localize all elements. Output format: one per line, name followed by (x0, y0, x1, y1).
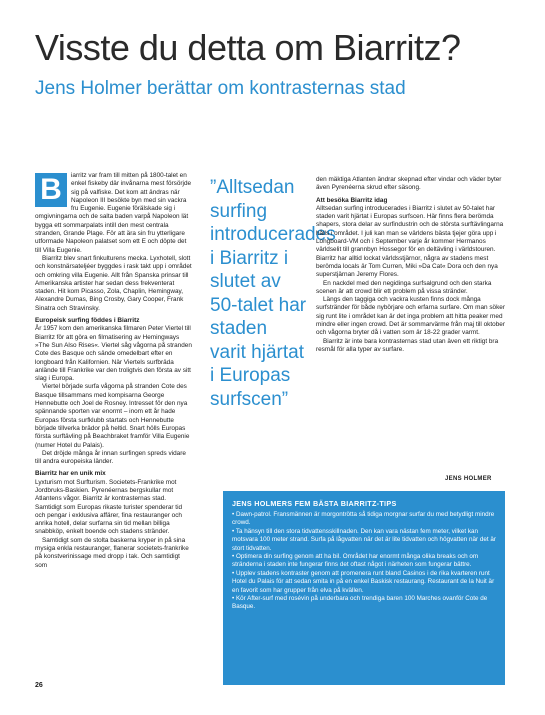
section-heading: Biarritz har en unik mix (35, 470, 106, 478)
article-column-1 (35, 172, 193, 570)
article-column-3 (316, 176, 506, 354)
tip-item: • Kör After-surf med rosévin på underbara och trendiga baren 100 Marches ovanför Cote de Basque. (232, 595, 488, 611)
pull-quote: ”Alltsedan surfing introducerades i Biarritz i slutet av 50-talet har staden varit hjärtat i Europas surfscen” (210, 177, 336, 410)
paragraph: Biarritz blev snart finkulturens mecka. Lyxhotell, slott och konstnärsateljéer byggdes i rask takt upp i området och omkring villa Eugenie. Allt från Spanska prinsar till Amerikanska artister har sedan dess frekventerat staden. Hit kom Picasso, Zola, Chaplin, Hemingway, Alexandre Dumas, Bing Crosby, Gary Cooper, Frank Sinatra och Stravinsky. (35, 254, 192, 312)
page-subtitle: Jens Holmer berättar om kontrasternas stad (35, 78, 406, 99)
tip-item: • Ta hänsyn till den stora tidvattensskillnaden. Den kan vara nästan fem meter, vilket kan motsvara 100 meter strand. Surfa på lågvatten när det är lite tidvatten och högvatten när det är stort tidvatten. (232, 527, 496, 552)
paragraph: Samtidigt som de stolta baskerna kryper in på sina mysiga enkla restauranger, flanerar societets-frankrike på konstverinissage med dropp i tak. Och samtidigt som (35, 536, 189, 569)
paragraph: Lyxturism mot Surfturism. Societets-Frankrike mot Jordbruks-Baskien. Pyrenéernas bergskullar mot Atlantens vågor. Biarritz är kontrasternas stad. Samtidigt som Europas rikaste turister spenderar tid och pengar i exklusiva affärer, fina restauranger och anrika hotell, delar surfarna sin tid mellan billiga snabbköp, enkelt boende och stadens stränder. (35, 478, 183, 536)
author-byline: JENS HOLMER (445, 476, 492, 482)
paragraph: den mäktiga Atlanten ändrar skepnad efter vindar och väder byter även Pyrenéerna skrud efter säsong. (316, 176, 502, 192)
tips-box (223, 491, 505, 685)
tips-title: JENS HOLMERS FEM BÄSTA BIARRITZ-TIPS (232, 499, 397, 508)
paragraph: Biarritz är inte bara kontrasternas stad utan även ett riktigt bra resmål för alla typer av surfare. (316, 337, 499, 353)
section-heading: Att besöka Biarritz idag (316, 196, 388, 204)
paragraph: Alltsedan surfing introducerades i Biarritz i slutet av 50-talet har staden varit hjärtat i Europas surfscen. Här finns flera berömda shapers, stora delar av surfindustrin och de största surftävlingarna hålls i området. I juli kan man se världens bästa tjejer göra upp i Longboard-VM och i September varje år kommer Hermanos världselit till grannbyn Hossegor för en deltävling i världstouren. Biarritz har alltid lockat världsstjärnor, några av stadens mest berömda locals är Tom Curren, Miki »Da Cat« Dora och den nya superstjärnan Jeremy Flores. (316, 204, 504, 279)
paragraph: Viertel började surfa vågorna på stranden Cote des Basque tillsammans med kompisarna George Hennebutte och Joel de Rosney. Intresset för den nya spännande sporten var enormt – inom ett år hade Europas första surfklubb startats och Hennebutte började tillverka brädor på heltid. Snart hölls Europas första surftävling på Beachbraket framför Villa Eugenie (numer Hotel du Palais). (35, 383, 190, 449)
section-heading: Europeisk surfing föddes i Biarritz (35, 317, 140, 325)
tip-item: • Dawn-patrol. Fransmännen är morgontrötta så tidiga morgnar surfar du med betydligt mindre crowd. (232, 511, 495, 527)
tip-item: • Optimera din surfing genom att ha bil. Området har enormt många olika breaks och om stränderna i staden inte fungerar finns det oftast något i närheten som fungerar bättre. (232, 553, 479, 569)
page-number: 26 (35, 682, 43, 689)
paragraph: Det dröjde många år innan surfingen spreds vidare till andra europeiska länder. (35, 449, 186, 466)
paragraph: iarritz var fram till mitten på 1800-talet en enkel fiskeby där invånarna mest försörjde sig på valfiske. Det kom att ändras när Napoleon III besökte byn med sin vackra fru Eugenie. Eugenie förälskade sig i omgivningarna och de salta baden varpå Napoleon lät bygga ett sommarpalats intill den mest centrala stranden, Grande Plage. För att ära sin fru ytterligare utformade Napoleon palatset som ett E och döpte det till Villa Eugenie. (35, 172, 192, 254)
paragraph: Längs den taggiga och vackra kusten finns dock många surfstränder för både nybörjare och erfarna surfare. Om man söker sig runt lite i området kan är det inga problem att hitta peaker med mindre eller ingen crowd. Det är sommarvärme från maj till oktober och vågorna bryter då i vatten som är 18-22 grader varmt. (316, 296, 505, 337)
page-title: Visste du detta om Biarritz? (35, 27, 461, 68)
tip-item: • Upplev stadens kontraster genom att promenera runt bland Casinos i de rika kvarteren runt Hotel du Palais för att sedan smita in på en enkel Baskisk restaurang. Restaurant de la Nuit är en favorit som har grupper från elva på kvällen. (232, 569, 495, 594)
paragraph: År 1957 kom den amerikanska filmaren Peter Viertel till Biarritz för att göra en filmatisering av Hemingways »The Sun Also Rises«. Viertel såg vågorna på stranden Cote des Basque och sände omedelbart efter en longboard från Kalifornien. När Viertels surfbräda anlände till Frankrike var den troligtvis den första av sitt slag i Europa. (35, 325, 192, 383)
paragraph: En nackdel med den negidinga surfsalgrund och den starka scenen är att crowd blir ett problem på vissa stränder. (316, 279, 492, 295)
drop-cap: B (35, 173, 67, 207)
